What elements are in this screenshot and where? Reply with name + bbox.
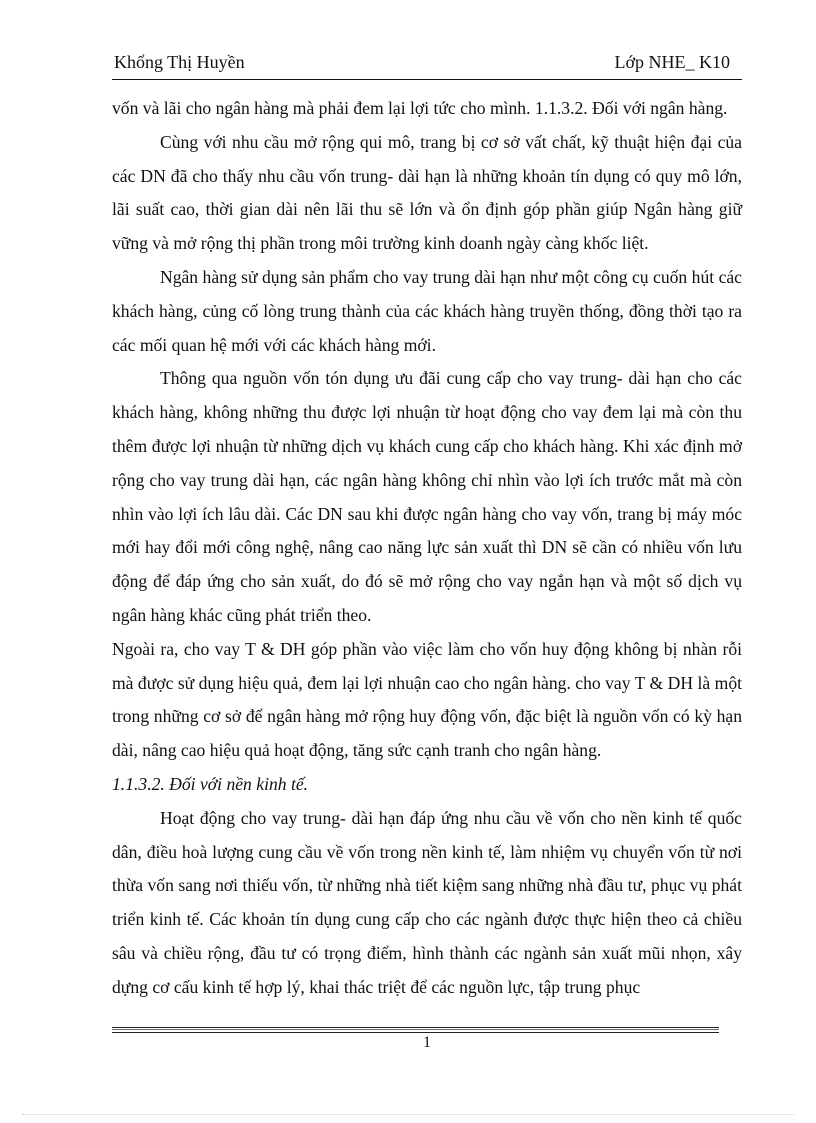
paragraph-customer-attraction: Ngân hàng sử dụng sản phẩm cho vay trung dài hạn như một công cụ cuốn hút các khách hàng, củng cố lòng trung thành của các khách hàng truyền thống, đồng thời tạo ra các mối quan hệ mới với các khách hàng mới. [112,266,742,355]
paragraph-scale-expansion: Cùng với nhu cầu mở rộng qui mô, trang bị cơ sở vất chất, kỹ thuật hiện đại của các DN đã cho thấy nhu cầu vốn trung- dài hạn là những khoản tín dụng có quy mô lớn, lãi suất cao, thời gian dài nên lãi thu sẽ lớn và ổn định góp phần giúp Ngân hàng giữ vững và mở rộng thị phần trong môi trường kinh doanh ngày càng khốc liệt. [112,131,742,254]
paragraph-preferential-credit: Thông qua nguồn vốn tón dụng ưu đãi cung cấp cho vay trung- dài hạn cho các khách hàng, không những thu được lợi nhuận từ hoạt động cho vay đem lại mà còn thu thêm được lợi nhuận từ những dịch vụ khách cung cấp cho khách hàng. Khi xác định mở rộng cho vay trung dài hạn, các ngân hàng không chỉ nhìn vào lợi ích trước mắt mà còn nhìn vào lợi ích lâu dài. Các DN sau khi được ngân hàng cho vay vốn, trang bị máy móc mới hay đổi mới công nghệ, nâng cao năng lực sản xuất thì DN sẽ cần có nhiều vốn lưu động để đáp ứng cho sản xuất, do đó sẽ mở rộng cho vay ngắn hạn và một số dịch vụ ngân hàng khác cũng phát triển theo. [112,368,742,625]
paragraph-continuation: vốn và lãi cho ngân hàng mà phải đem lại lợi tức cho mình. 1.1.3.2. Đối với ngân hàng. [112,98,728,118]
header-author: Khổng Thị Huyền [114,52,245,72]
paragraph-economy: Hoạt động cho vay trung- dài hạn đáp ứng nhu cầu về vốn cho nền kinh tế quốc dân, điều hoà lượng cung cầu về vốn trong nền kinh tế, làm nhiệm vụ chuyển vốn từ nơi thừa vốn sang nơi thiếu vốn, từ những nhà tiết kiệm sang những nhà đầu tư, phục vụ phát triển kinh tế. Các khoản tín dụng cung cấp cho các ngành được thực hiện theo cả chiều sâu và chiều rộng, đầu tư có trọng điểm, hình thành các ngành sản xuất mũi nhọn, xây dựng cơ cấu kinh tế hợp lý, khai thác triệt để các nguồn lực, tập trung phục [112,807,742,997]
header-rule [112,79,742,80]
body-text [112,92,742,1005]
paragraph-idle-capital: Ngoài ra, cho vay T & DH góp phần vào việc làm cho vốn huy động không bị nhàn rỗi mà được sử dụng hiệu quả, đem lại lợi nhuận cao cho ngân hàng. cho vay T & DH là một trong những cơ sở để ngân hàng mở rộng huy động vốn, đặc biệt là nguồn vốn có kỳ hạn dài, nâng cao hiệu quả hoạt động, tăng sức cạnh tranh cho ngân hàng. [112,638,742,761]
header-class: Lớp NHE_ K10 [614,52,730,72]
footer-rule [112,1027,719,1033]
page-edge-dotted-line [22,1114,794,1115]
section-heading-economy: 1.1.3.2. Đối với nền kinh tế. [112,773,309,794]
page-header [112,52,742,76]
page-number: 1 [423,1034,431,1051]
